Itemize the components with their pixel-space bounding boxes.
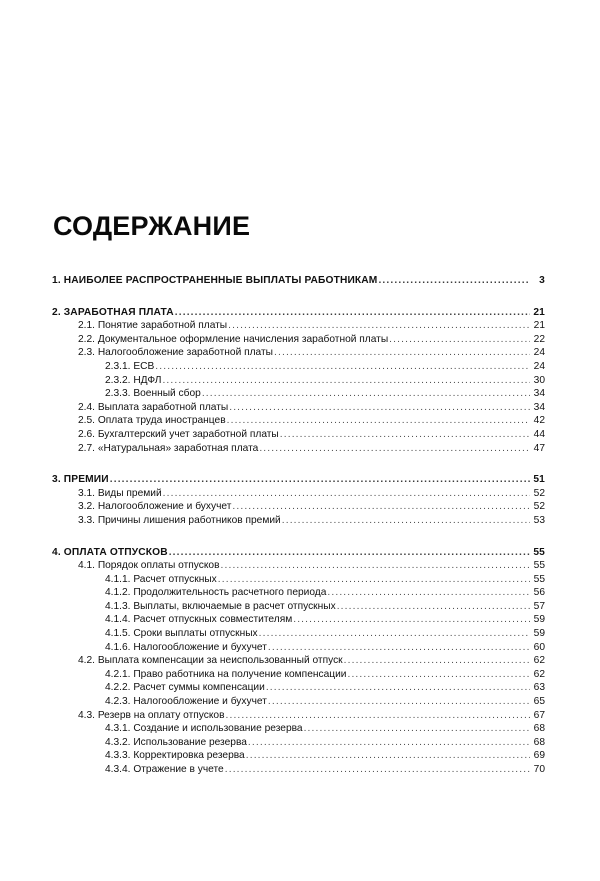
toc-entry[interactable] xyxy=(0,500,600,514)
toc-entry-page-number: 55 xyxy=(533,546,545,558)
toc-entry[interactable] xyxy=(0,487,600,501)
toc-entry-label: 3.1. Виды премий xyxy=(78,487,162,499)
toc-entry[interactable] xyxy=(0,681,600,695)
toc-entry-label: 4.2.2. Расчет суммы компенсации xyxy=(105,682,265,694)
toc-entry[interactable] xyxy=(0,428,600,442)
toc-entry-label: 4.2. Выплата компенсации за неиспользованный отпуск xyxy=(78,655,343,667)
dot-leader xyxy=(225,765,530,775)
toc-entry-label: 3. ПРЕМИИ xyxy=(52,474,109,486)
toc-entry-label: 2.3. Налогообложение заработной платы xyxy=(78,347,273,359)
toc-entry-page-number: 44 xyxy=(533,428,545,440)
toc-entry-page-number: 3 xyxy=(539,275,545,286)
dot-leader xyxy=(228,321,530,331)
toc-entry-page-number: 55 xyxy=(533,560,545,572)
toc-entry-page-number: 57 xyxy=(533,600,545,612)
toc-entry[interactable] xyxy=(0,306,600,320)
dot-leader xyxy=(266,683,530,693)
toc-entry[interactable] xyxy=(0,473,600,487)
toc-entry[interactable] xyxy=(0,559,600,573)
toc-entry[interactable] xyxy=(0,654,600,668)
toc-entry-label: 2. ЗАРАБОТНАЯ ПЛАТА xyxy=(52,306,174,318)
toc-entry-page-number: 52 xyxy=(533,501,545,513)
toc-entry-label: 4.3.4. Отражение в учете xyxy=(105,764,224,775)
toc-entry-page-number: 34 xyxy=(533,388,545,400)
toc-entry[interactable] xyxy=(0,387,600,401)
toc-entry[interactable] xyxy=(0,722,600,736)
dot-leader xyxy=(268,697,530,707)
toc-entry[interactable] xyxy=(0,573,600,587)
toc-entry-page-number: 62 xyxy=(533,655,545,667)
toc-entry-page-number: 55 xyxy=(533,573,545,585)
dot-leader xyxy=(155,362,530,372)
dot-leader xyxy=(259,444,530,454)
dot-leader xyxy=(163,489,530,499)
dot-leader xyxy=(169,548,530,558)
toc-entry-page-number: 21 xyxy=(533,306,545,318)
toc-entry-label: 4.1.1. Расчет отпускных xyxy=(105,573,217,585)
toc-entry-label: 4.1.5. Сроки выплаты отпускных xyxy=(105,628,258,640)
toc-entry-label: 2.3.2. НДФЛ xyxy=(105,374,162,386)
toc-entry[interactable] xyxy=(0,736,600,750)
toc-entry-label: 4.3.3. Корректировка резерва xyxy=(105,750,245,762)
dot-leader xyxy=(202,389,530,399)
toc-entry-page-number: 21 xyxy=(533,320,545,332)
toc-entry-label: 4.1.3. Выплаты, включаемые в расчет отпускных xyxy=(105,600,336,612)
toc-entry-label: 4.1.6. Налогообложение и бухучет xyxy=(105,641,267,653)
toc-entry-label: 4. ОПЛАТА ОТПУСКОВ xyxy=(52,546,168,558)
toc-entry[interactable] xyxy=(0,401,600,415)
dot-leader xyxy=(389,335,530,345)
toc-entry-label: 3.3. Причины лишения работников премий xyxy=(78,514,281,526)
toc-entry-page-number: 65 xyxy=(533,696,545,708)
toc-entry-label: 2.3.1. ЕСВ xyxy=(105,360,155,372)
toc-entry[interactable] xyxy=(0,695,600,709)
toc-entry[interactable] xyxy=(0,546,600,560)
dot-leader xyxy=(268,643,530,653)
toc-entry-label: 4.1.2. Продолжительность расчетного периода xyxy=(105,587,327,599)
toc-entry[interactable] xyxy=(0,442,600,456)
dot-leader xyxy=(274,348,530,358)
toc-entry[interactable] xyxy=(0,414,600,428)
toc-entry-label: 2.1. Понятие заработной платы xyxy=(78,320,228,332)
toc-entry[interactable] xyxy=(0,586,600,600)
dot-leader xyxy=(110,475,530,485)
dot-leader xyxy=(280,430,530,440)
toc-entry-label: 2.6. Бухгалтерский учет заработной платы xyxy=(78,428,279,440)
toc-entry-page-number: 56 xyxy=(533,587,545,599)
toc-entry-label: 4.3.2. Использование резерва xyxy=(105,736,247,748)
dot-leader xyxy=(327,588,530,598)
toc-entry[interactable] xyxy=(0,274,600,288)
dot-leader xyxy=(221,561,530,571)
dot-leader xyxy=(337,602,530,612)
toc-entry[interactable] xyxy=(0,627,600,641)
toc-entry-page-number: 42 xyxy=(533,415,545,427)
toc-entry-page-number: 24 xyxy=(533,360,545,372)
toc-entry-page-number: 59 xyxy=(533,628,545,640)
dot-leader xyxy=(225,711,530,721)
toc-entry[interactable] xyxy=(0,600,600,614)
toc-entry[interactable] xyxy=(0,346,600,360)
dot-leader xyxy=(246,751,530,761)
toc-entry-page-number: 68 xyxy=(533,736,545,748)
page-title: СОДЕРЖАНИЕ xyxy=(53,211,251,241)
dot-leader xyxy=(259,629,530,639)
toc-entry-page-number: 59 xyxy=(533,614,545,626)
toc-entry-label: 4.1. Порядок оплаты отпусков xyxy=(78,560,220,572)
toc-entry[interactable] xyxy=(0,514,600,528)
dot-leader xyxy=(344,656,530,666)
toc-entry[interactable] xyxy=(0,374,600,388)
toc-entry-label: 4.2.1. Право работника на получение компенсации xyxy=(105,668,347,680)
dot-leader xyxy=(304,724,530,734)
toc-entry-page-number: 51 xyxy=(533,474,545,486)
toc-entry-label: 4.2.3. Налогообложение и бухучет xyxy=(105,696,267,708)
dot-leader xyxy=(248,738,530,748)
dot-leader xyxy=(175,308,530,318)
toc-entry[interactable] xyxy=(0,360,600,374)
toc-entry-page-number: 30 xyxy=(533,374,545,386)
dot-leader xyxy=(232,502,530,512)
toc-entry-label: 2.5. Оплата труда иностранцев xyxy=(78,415,226,427)
toc-entry-page-number: 67 xyxy=(533,709,545,721)
toc-entry-label: 4.3. Резерв на оплату отпусков xyxy=(78,709,225,721)
toc-entry-label: 2.4. Выплата заработной платы xyxy=(78,401,229,413)
dot-leader xyxy=(282,516,530,526)
toc-entry[interactable] xyxy=(0,763,600,777)
toc-entry-page-number: 62 xyxy=(533,668,545,680)
toc-entry-page-number: 22 xyxy=(533,333,545,345)
toc-entry[interactable] xyxy=(0,709,600,723)
dot-leader xyxy=(347,670,530,680)
toc-entry-label: 3.2. Налогообложение и бухучет xyxy=(78,501,232,513)
toc-entry-label: 4.3.1. Создание и использование резерва xyxy=(105,723,303,735)
toc-entry-label: 2.2. Документальное оформление начисления заработной платы xyxy=(78,333,389,345)
toc-entry-page-number: 53 xyxy=(533,514,545,526)
toc-entry-page-number: 68 xyxy=(533,723,545,735)
toc-entry-label: 4.1.4. Расчет отпускных совместителям xyxy=(105,614,293,626)
toc-entry-page-number: 52 xyxy=(533,487,545,499)
dot-leader xyxy=(229,403,530,413)
dot-leader xyxy=(162,376,530,386)
toc-entry-page-number: 70 xyxy=(533,764,545,775)
toc-entry[interactable] xyxy=(0,613,600,627)
toc-entry[interactable] xyxy=(0,641,600,655)
toc-entry-page-number: 69 xyxy=(533,750,545,762)
dot-leader xyxy=(293,615,530,625)
dot-leader xyxy=(218,575,530,585)
toc-entry[interactable] xyxy=(0,319,600,333)
toc-entry-label: 1. НАИБОЛЕЕ РАСПРОСТРАНЕННЫЕ ВЫПЛАТЫ РАБОТНИКАМ xyxy=(52,275,378,286)
toc-entry-label: 2.7. «Натуральная» заработная плата xyxy=(78,442,259,454)
toc-entry-page-number: 24 xyxy=(533,347,545,359)
toc-entry-label: 2.3.3. Военный сбор xyxy=(105,388,201,400)
toc-entry-page-number: 63 xyxy=(533,682,545,694)
toc-entry[interactable] xyxy=(0,333,600,347)
toc-entry-page-number: 60 xyxy=(533,641,545,653)
toc-entry[interactable] xyxy=(0,749,600,763)
table-of-contents xyxy=(0,274,600,777)
dot-leader xyxy=(378,276,530,286)
toc-entry[interactable] xyxy=(0,668,600,682)
toc-entry-page-number: 47 xyxy=(533,442,545,454)
dot-leader xyxy=(227,416,530,426)
toc-entry-page-number: 34 xyxy=(533,401,545,413)
